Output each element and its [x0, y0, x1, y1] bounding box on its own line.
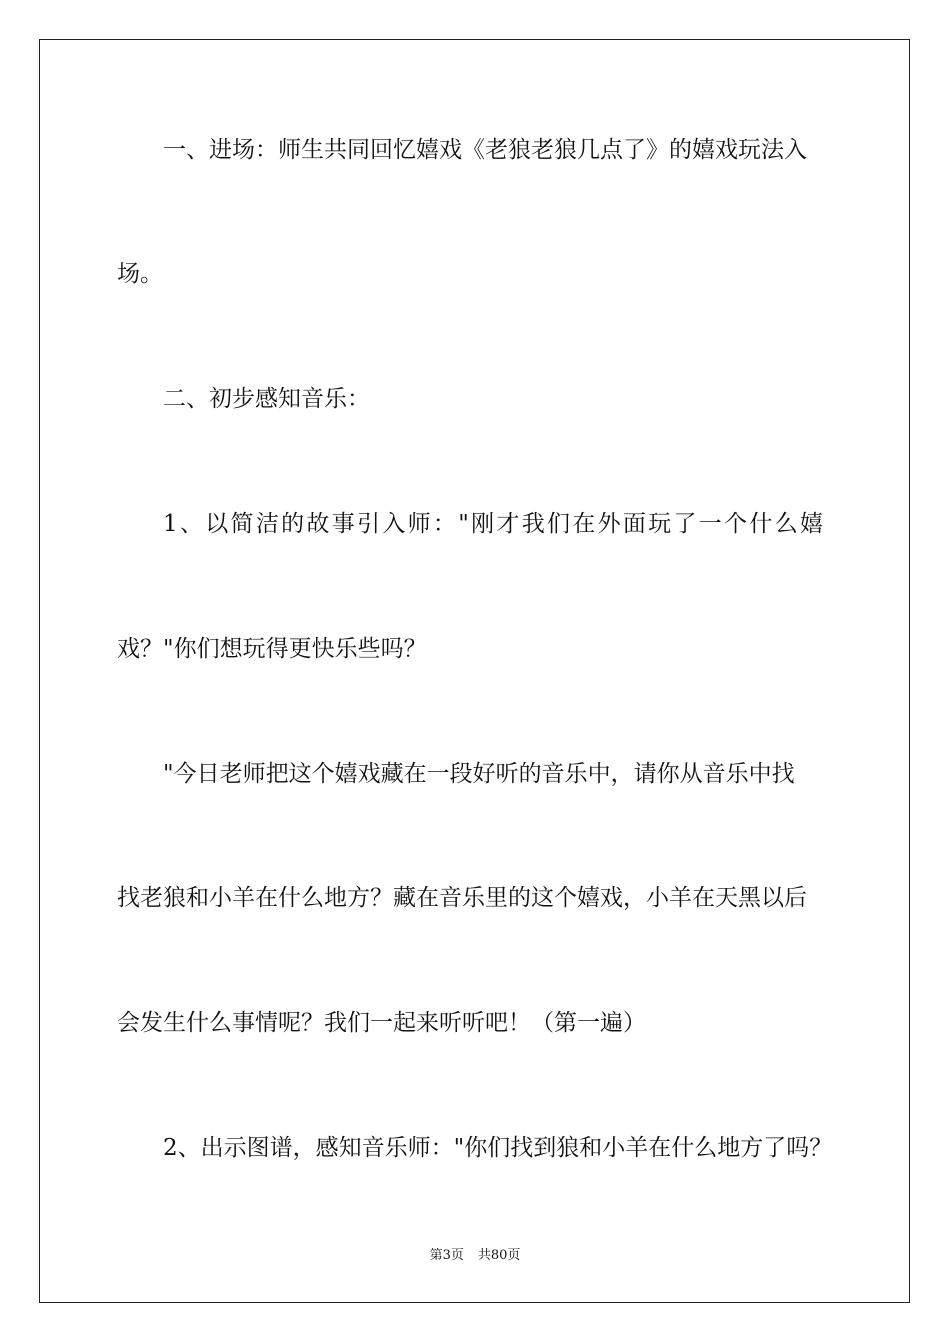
page-number: 第3页: [429, 1248, 464, 1263]
paragraph-line-1: 一、进场：师生共同回忆嬉戏《老狼老狼几点了》的嬉戏玩法入: [163, 137, 807, 163]
page-total: 共80页: [477, 1248, 521, 1263]
page-footer: [0, 1247, 950, 1265]
paragraph-line-6: "今日老师把这个嬉戏藏在一段好听的音乐中，请你从音乐中找: [163, 761, 795, 787]
paragraph-line-7: 找老狼和小羊在什么地方？藏在音乐里的这个嬉戏，小羊在天黑以后: [117, 885, 807, 911]
paragraph-line-3: 二、初步感知音乐：: [163, 386, 370, 412]
paragraph-line-2: 场。: [117, 261, 163, 287]
paragraph-line-8: 会发生什么事情呢？我们一起来听听吧！（第一遍）: [117, 1010, 646, 1036]
page-border: [39, 39, 910, 1303]
paragraph-line-9: 2、出示图谱，感知音乐师："你们找到狼和小羊在什么地方了吗？: [163, 1135, 833, 1161]
paragraph-line-5: 戏？"你们想玩得更快乐些吗？: [117, 636, 427, 662]
paragraph-line-4: 1、以简洁的故事引入师："刚才我们在外面玩了一个什么嬉: [163, 511, 826, 537]
